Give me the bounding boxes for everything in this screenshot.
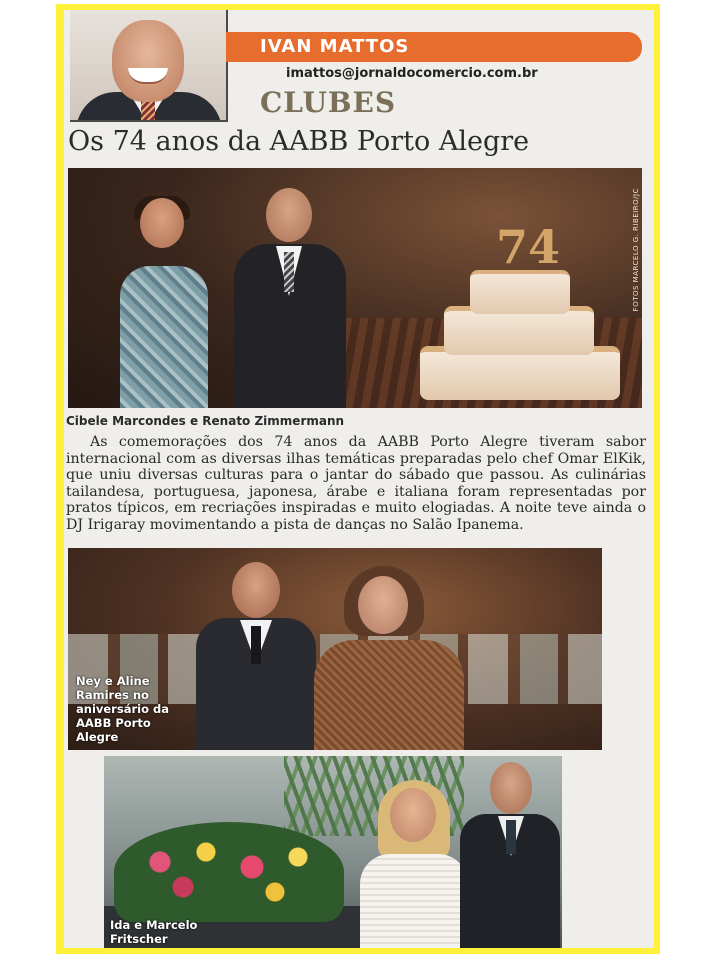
columnist-name: IVAN MATTOS: [260, 36, 410, 57]
anniversary-cake: [408, 220, 628, 408]
flower-arrangement: [114, 822, 344, 922]
columnist-name-bar: [226, 32, 642, 62]
photo-credit: FOTOS MARCELO G. RIBEIRO/JC: [632, 188, 640, 312]
woman-figure: [304, 566, 474, 750]
columnist-photo: [70, 10, 228, 122]
newspaper-clipping: [64, 10, 654, 948]
man-figure: [196, 562, 316, 750]
photo3-caption: Ida e Marcelo Fritscher: [110, 918, 198, 946]
photo2-caption: Ney e Aline Ramires no aniversário da AABB Porto Alegre: [76, 674, 169, 744]
section-title: CLUBES: [260, 86, 397, 119]
woman-figure: [112, 196, 212, 408]
headline: Os 74 anos da AABB Porto Alegre: [68, 126, 530, 157]
photo1-caption: Cibele Marcondes e Renato Zimmermann: [66, 414, 345, 428]
woman-figure: [354, 778, 474, 948]
photo-couple-with-cake: [68, 168, 642, 408]
man-figure: [228, 188, 348, 408]
man-figure: [460, 756, 560, 948]
article-body: As comemorações dos 74 anos da AABB Porto Alegre tiveram sabor internacional com as diversas ilhas temáticas preparadas pelo chef Omar ElKik, que uniu diversas culturas para o jantar do sábado que passou. As culinárias tailandesa, portuguesa, japonesa, árabe e italiana foram representadas por pratos típicos, em recriações inspiradas e muito elogiadas. A noite teve ainda o DJ Irigaray movimentando a pista de danças no Salão Ipanema.: [66, 434, 646, 533]
cake-number-topper: 74: [496, 220, 561, 274]
columnist-email: imattos@jornaldocomercio.com.br: [286, 66, 538, 81]
